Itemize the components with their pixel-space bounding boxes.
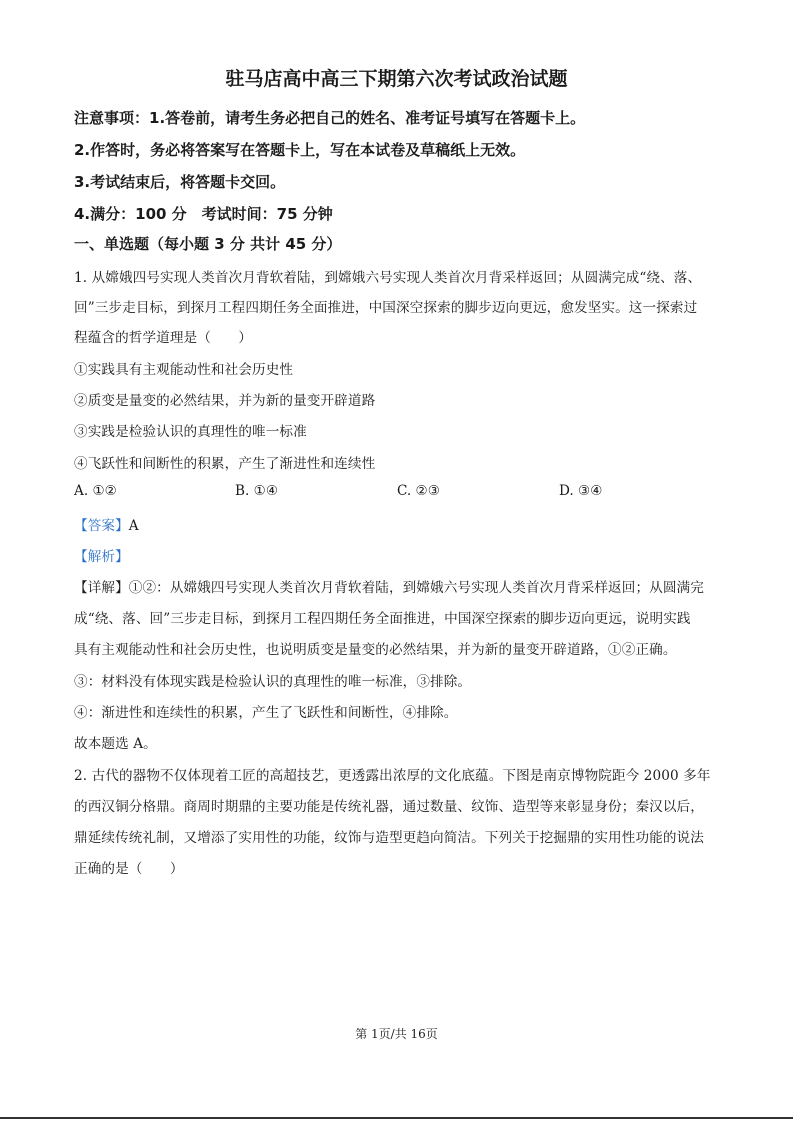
bottom-divider [0, 1117, 793, 1119]
q1-detail-line-3: 具有主观能动性和社会历史性，也说明质变是量变的必然结果，并为新的量变开辟道路，①②正确。 [74, 642, 677, 658]
page-number: 第 1页/共 16页 [355, 1027, 438, 1041]
notice-line-3: 3.考试结束后，将答题卡交回。 [74, 173, 286, 191]
q1-statement-3: ③实践是检验认识的真理性的唯一标准 [74, 424, 307, 440]
q1-detail-line-4: ③：材料没有体现实践是检验认识的真理性的唯一标准，③排除。 [74, 674, 472, 690]
q1-detail-line-2: 成“绕、落、回”三步走目标，到探月工程四期任务全面推进，中国深空探索的脚步迈向更远，说明实践 [74, 611, 691, 627]
answer-label: 【答案】 [74, 518, 129, 534]
q1-stem-line-3: 程蕴含的哲学道理是（ ） [74, 330, 253, 346]
notice-line-4: 4.满分：100 分 考试时间：75 分钟 [74, 205, 333, 223]
q1-option-a: A. ①② [74, 483, 117, 499]
q1-answer [74, 514, 139, 534]
q1-statement-1: ①实践具有主观能动性和社会历史性 [74, 362, 294, 378]
q1-option-c: C. ②③ [397, 483, 440, 499]
q1-statement-2: ②质变是量变的必然结果，并为新的量变开辟道路 [74, 393, 376, 409]
section-heading: 一、单选题（每小题 3 分 共计 45 分） [74, 235, 342, 253]
q1-statement-4: ④飞跃性和间断性的积累，产生了渐进性和连续性 [74, 456, 376, 472]
q1-stem-line-2: 回”三步走目标，到探月工程四期任务全面推进，中国深空探索的脚步迈向更远，愈发坚实。这一探索过 [74, 300, 698, 316]
q1-detail-line-5: ④：渐进性和连续性的积累，产生了飞跃性和间断性，④排除。 [74, 705, 458, 721]
notice-line-1: 注意事项：1.答卷前，请考生务必把自己的姓名、准考证号填写在答题卡上。 [74, 109, 586, 127]
q2-stem-line-3: 鼎延续传统礼制，又增添了实用性的功能，纹饰与造型更趋向简洁。下列关于挖掘鼎的实用性功能的说法 [74, 830, 704, 846]
analysis-label: 【解析】 [74, 549, 129, 565]
q2-stem-line-4: 正确的是（ ） [74, 861, 184, 877]
q2-stem-line-2: 的西汉铜分格鼎。商周时期鼎的主要功能是传统礼器，通过数量、纹饰、造型等来彰显身份；秦汉以后， [74, 799, 704, 815]
q2-stem-line-1: 2. 古代的器物不仅体现着工匠的高超技艺，更透露出浓厚的文化底蕴。下图是南京博物院距今 2000 多年 [74, 768, 711, 784]
q1-stem-line-1: 1. 从嫦娥四号实现人类首次月背软着陆，到嫦娥六号实现人类首次月背采样返回；从圆满完成“绕、落、 [74, 270, 702, 286]
notice-line-2: 2.作答时，务必将答案写在答题卡上，写在本试卷及草稿纸上无效。 [74, 141, 526, 159]
exam-title: 驻马店高中高三下期第六次考试政治试题 [225, 68, 568, 90]
q1-conclusion: 故本题选 A。 [74, 736, 157, 752]
q1-option-d: D. ③④ [559, 483, 603, 499]
q1-option-b: B. ①④ [235, 483, 279, 499]
answer-value: A [128, 518, 139, 534]
q1-detail-line-1: 【详解】①②：从嫦娥四号实现人类首次月背软着陆，到嫦娥六号实现人类首次月背采样返回；从圆满完 [74, 580, 704, 596]
